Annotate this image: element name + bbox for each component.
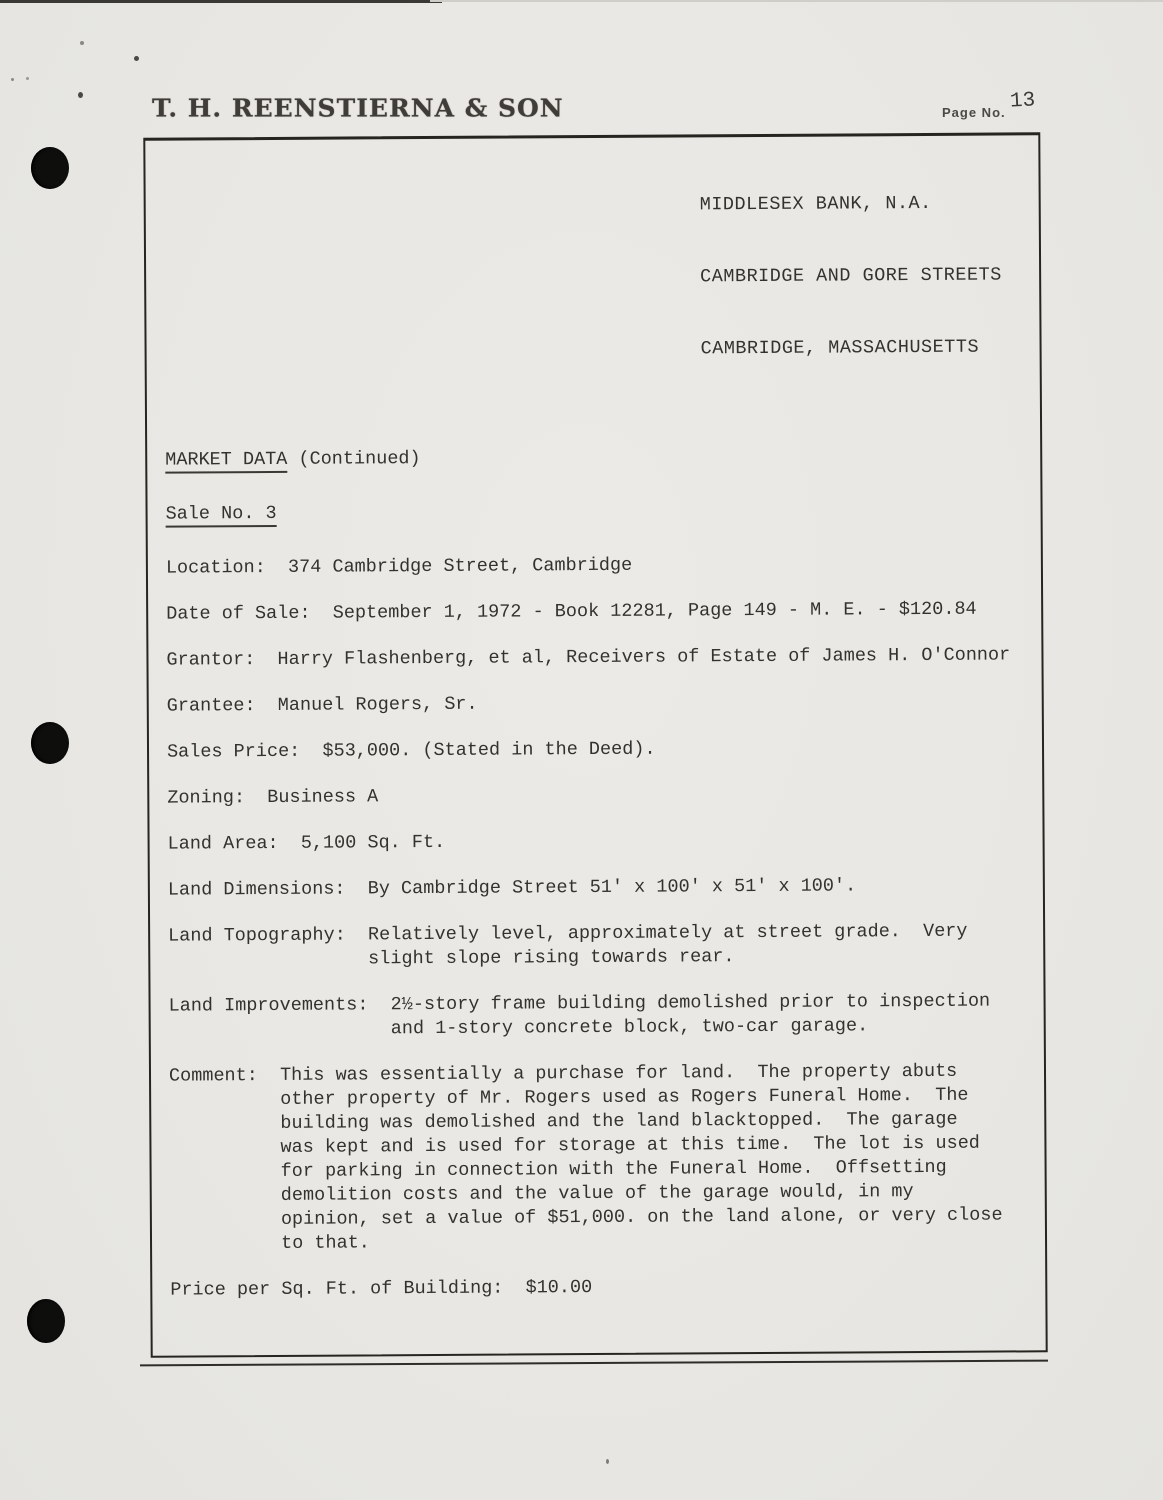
scan-speck [606,1459,609,1464]
scan-speck [26,77,29,80]
field-label: Comment: [168,1064,281,1087]
field-row-sales-price [167,735,1036,764]
field-label: Land Topography: [168,924,369,947]
field-row-land-improvements [169,989,1038,1042]
field-label: Land Dimensions: [167,878,368,901]
field-value: $53,000. (Stated in the Deed). [322,738,656,762]
field-row-price-per-sqft [170,1273,1039,1302]
firm-name: T. H. REENSTIERNA & SON [152,94,564,123]
field-row-grantor [166,643,1035,672]
subject-property-address-block [699,143,1034,409]
field-label: Land Area: [167,832,301,855]
field-value: Business A [267,786,379,809]
scan-speck [78,92,83,98]
field-row-land-dimensions [168,873,1037,902]
field-row-grantee [167,689,1036,718]
field-rows [166,551,1040,1302]
field-value: 5,100 Sq. Ft. [300,831,446,854]
field-label: Grantee: [166,694,278,717]
field-row-zoning [167,781,1036,810]
field-label: Location: [165,556,289,579]
hole-punch [31,147,69,189]
field-row-land-topography [168,919,1037,972]
field-value: Relatively level, approximately at street grade. Very slight slope rising towards rear. [367,920,968,970]
field-label: Price per Sq. Ft. of Building: [170,1277,526,1301]
section-heading-suffix: (Continued) [287,448,421,470]
page-number-label: Page No. [942,105,1006,120]
document-border-box [143,132,1047,1357]
field-value: By Cambridge Street 51' x 100' x 51' x 100'. [367,875,857,900]
scan-edge-line [140,1360,1048,1367]
field-row-land-area [168,827,1037,856]
field-value: This was essentially a purchase for land. The property abuts other property of Mr. Rogers used as Rogers Funeral Home. The building was demolished and the land blacktopped. The garage was kept and is used for storage at this time. The lot is used for parking in connection with the Funeral Home. Offsetting demolition costs and the value of the garage would, in my opinion, set a value of $51,000. on the land alone, or very close to that. [279,1060,1003,1254]
section-heading [165,443,1034,472]
subject-line-bank: MIDDLESEX BANK, N.A. [699,192,932,216]
subject-line-city: CAMBRIDGE, MASSACHUSETTS [700,336,980,360]
scan-edge-line [0,0,442,3]
field-label: Date of Sale: [166,602,333,625]
field-value: September 1, 1972 - Book 12281, Page 149 - M. E. - $120.84 [332,598,977,624]
field-row-comment [169,1059,1039,1256]
field-label: Grantor: [166,648,278,671]
field-value: $10.00 [525,1277,593,1299]
section-heading-title: MARKET DATA [165,449,287,474]
sale-number-heading: Sale No. 3 [166,497,1035,526]
scan-speck [80,41,84,45]
field-value: Manuel Rogers, Sr. [277,693,478,716]
field-row-date-of-sale [166,597,1035,626]
field-value: Harry Flashenberg, et al, Receivers of Estate of James H. O'Connor [277,644,1011,670]
scan-edge-line [430,0,1163,2]
hole-punch [27,1299,65,1343]
subject-line-streets: CAMBRIDGE AND GORE STREETS [700,264,1002,288]
page-number-value: 13 [1009,89,1036,114]
field-label: Zoning: [167,787,268,809]
field-label: Sales Price: [166,740,323,763]
field-value: 2½-story frame building demolished prior to inspection and 1-story concrete block, two-car garage. [390,990,991,1040]
field-label: Land Improvements: [168,994,391,1017]
scan-speck [134,56,139,61]
field-value: 374 Cambridge Street, Cambridge [287,554,633,578]
scan-speck [11,78,14,81]
field-row-location [166,551,1035,580]
hole-punch [31,722,69,764]
